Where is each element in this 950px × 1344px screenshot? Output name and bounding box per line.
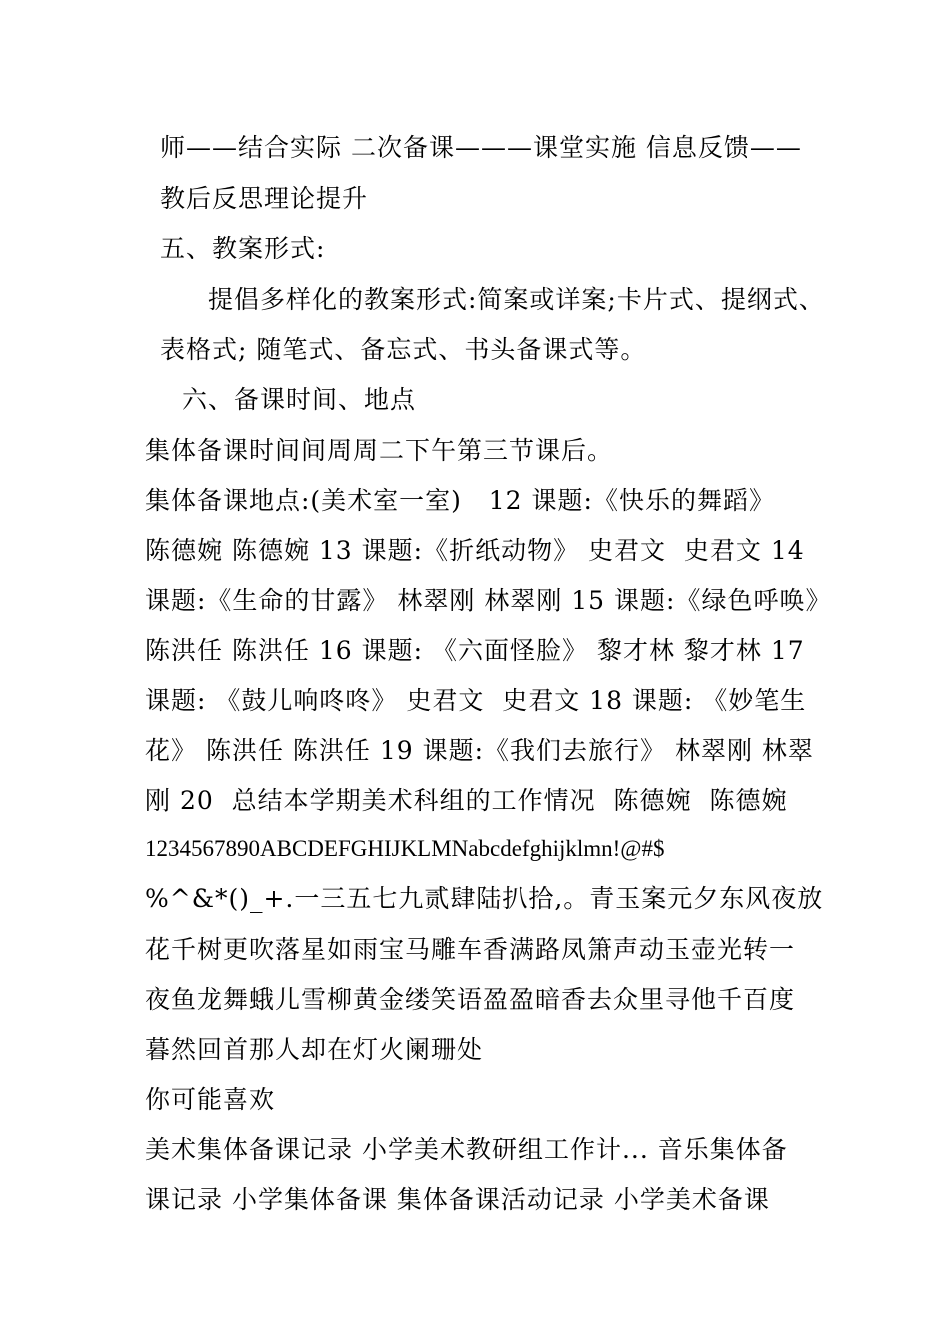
section-heading: 五、教案形式:	[160, 234, 326, 263]
text-line: 集体备课时间间周周二下午第三节课后。	[145, 436, 614, 465]
related-heading: 你可能喜欢	[145, 1085, 276, 1114]
text-line: 刚 20 总结本学期美术科组的工作情况 陈德婉 陈德婉	[145, 786, 788, 815]
text-line: 教后反思理论提升	[160, 184, 369, 213]
section-heading: 六、备课时间、地点	[182, 385, 417, 414]
related-links[interactable]: 课记录 小学集体备课 集体备课活动记录 小学美术备课	[145, 1185, 770, 1214]
related-links[interactable]: 美术集体备课记录 小学美术教研组工作计... 音乐集体备	[145, 1135, 788, 1164]
text-line: 集体备课地点:(美术室一室) 12 课题:《快乐的舞蹈》	[145, 486, 775, 515]
text-line: 1234567890ABCDEFGHIJKLMNabcdefghijklmn!@#$	[145, 836, 665, 861]
text-line: 花》 陈洪任 陈洪任 19 课题:《我们去旅行》 林翠刚 林翠	[145, 736, 814, 765]
text-line: 师——结合实际 二次备课———课堂实施 信息反馈——	[160, 133, 802, 162]
text-line: 陈洪任 陈洪任 16 课题: 《六面怪脸》 黎才林 黎才林 17	[145, 636, 805, 665]
text-line: 表格式; 随笔式、备忘式、书头备课式等。	[160, 335, 647, 364]
text-line: 提倡多样化的教案形式:简案或详案;卡片式、提纲式、	[208, 285, 825, 314]
text-line: 暮然回首那人却在灯火阑珊处	[145, 1035, 484, 1064]
text-line: 夜鱼龙舞蛾儿雪柳黄金缕笑语盈盈暗香去众里寻他千百度	[145, 985, 796, 1014]
text-line: 花千树更吹落星如雨宝马雕车香满路凤箫声动玉壶光转一	[145, 935, 796, 964]
text-line: 课题: 《鼓儿响咚咚》 史君文 史君文 18 课题: 《妙笔生	[145, 686, 807, 715]
text-line: %^&*()_+.一三五七九贰肆陆扒拾,。青玉案元夕东风夜放	[145, 884, 824, 913]
text-line: 陈德婉 陈德婉 13 课题:《折纸动物》 史君文 史君文 14	[145, 536, 805, 565]
text-line: 课题:《生命的甘露》 林翠刚 林翠刚 15 课题:《绿色呼唤》	[145, 586, 832, 615]
